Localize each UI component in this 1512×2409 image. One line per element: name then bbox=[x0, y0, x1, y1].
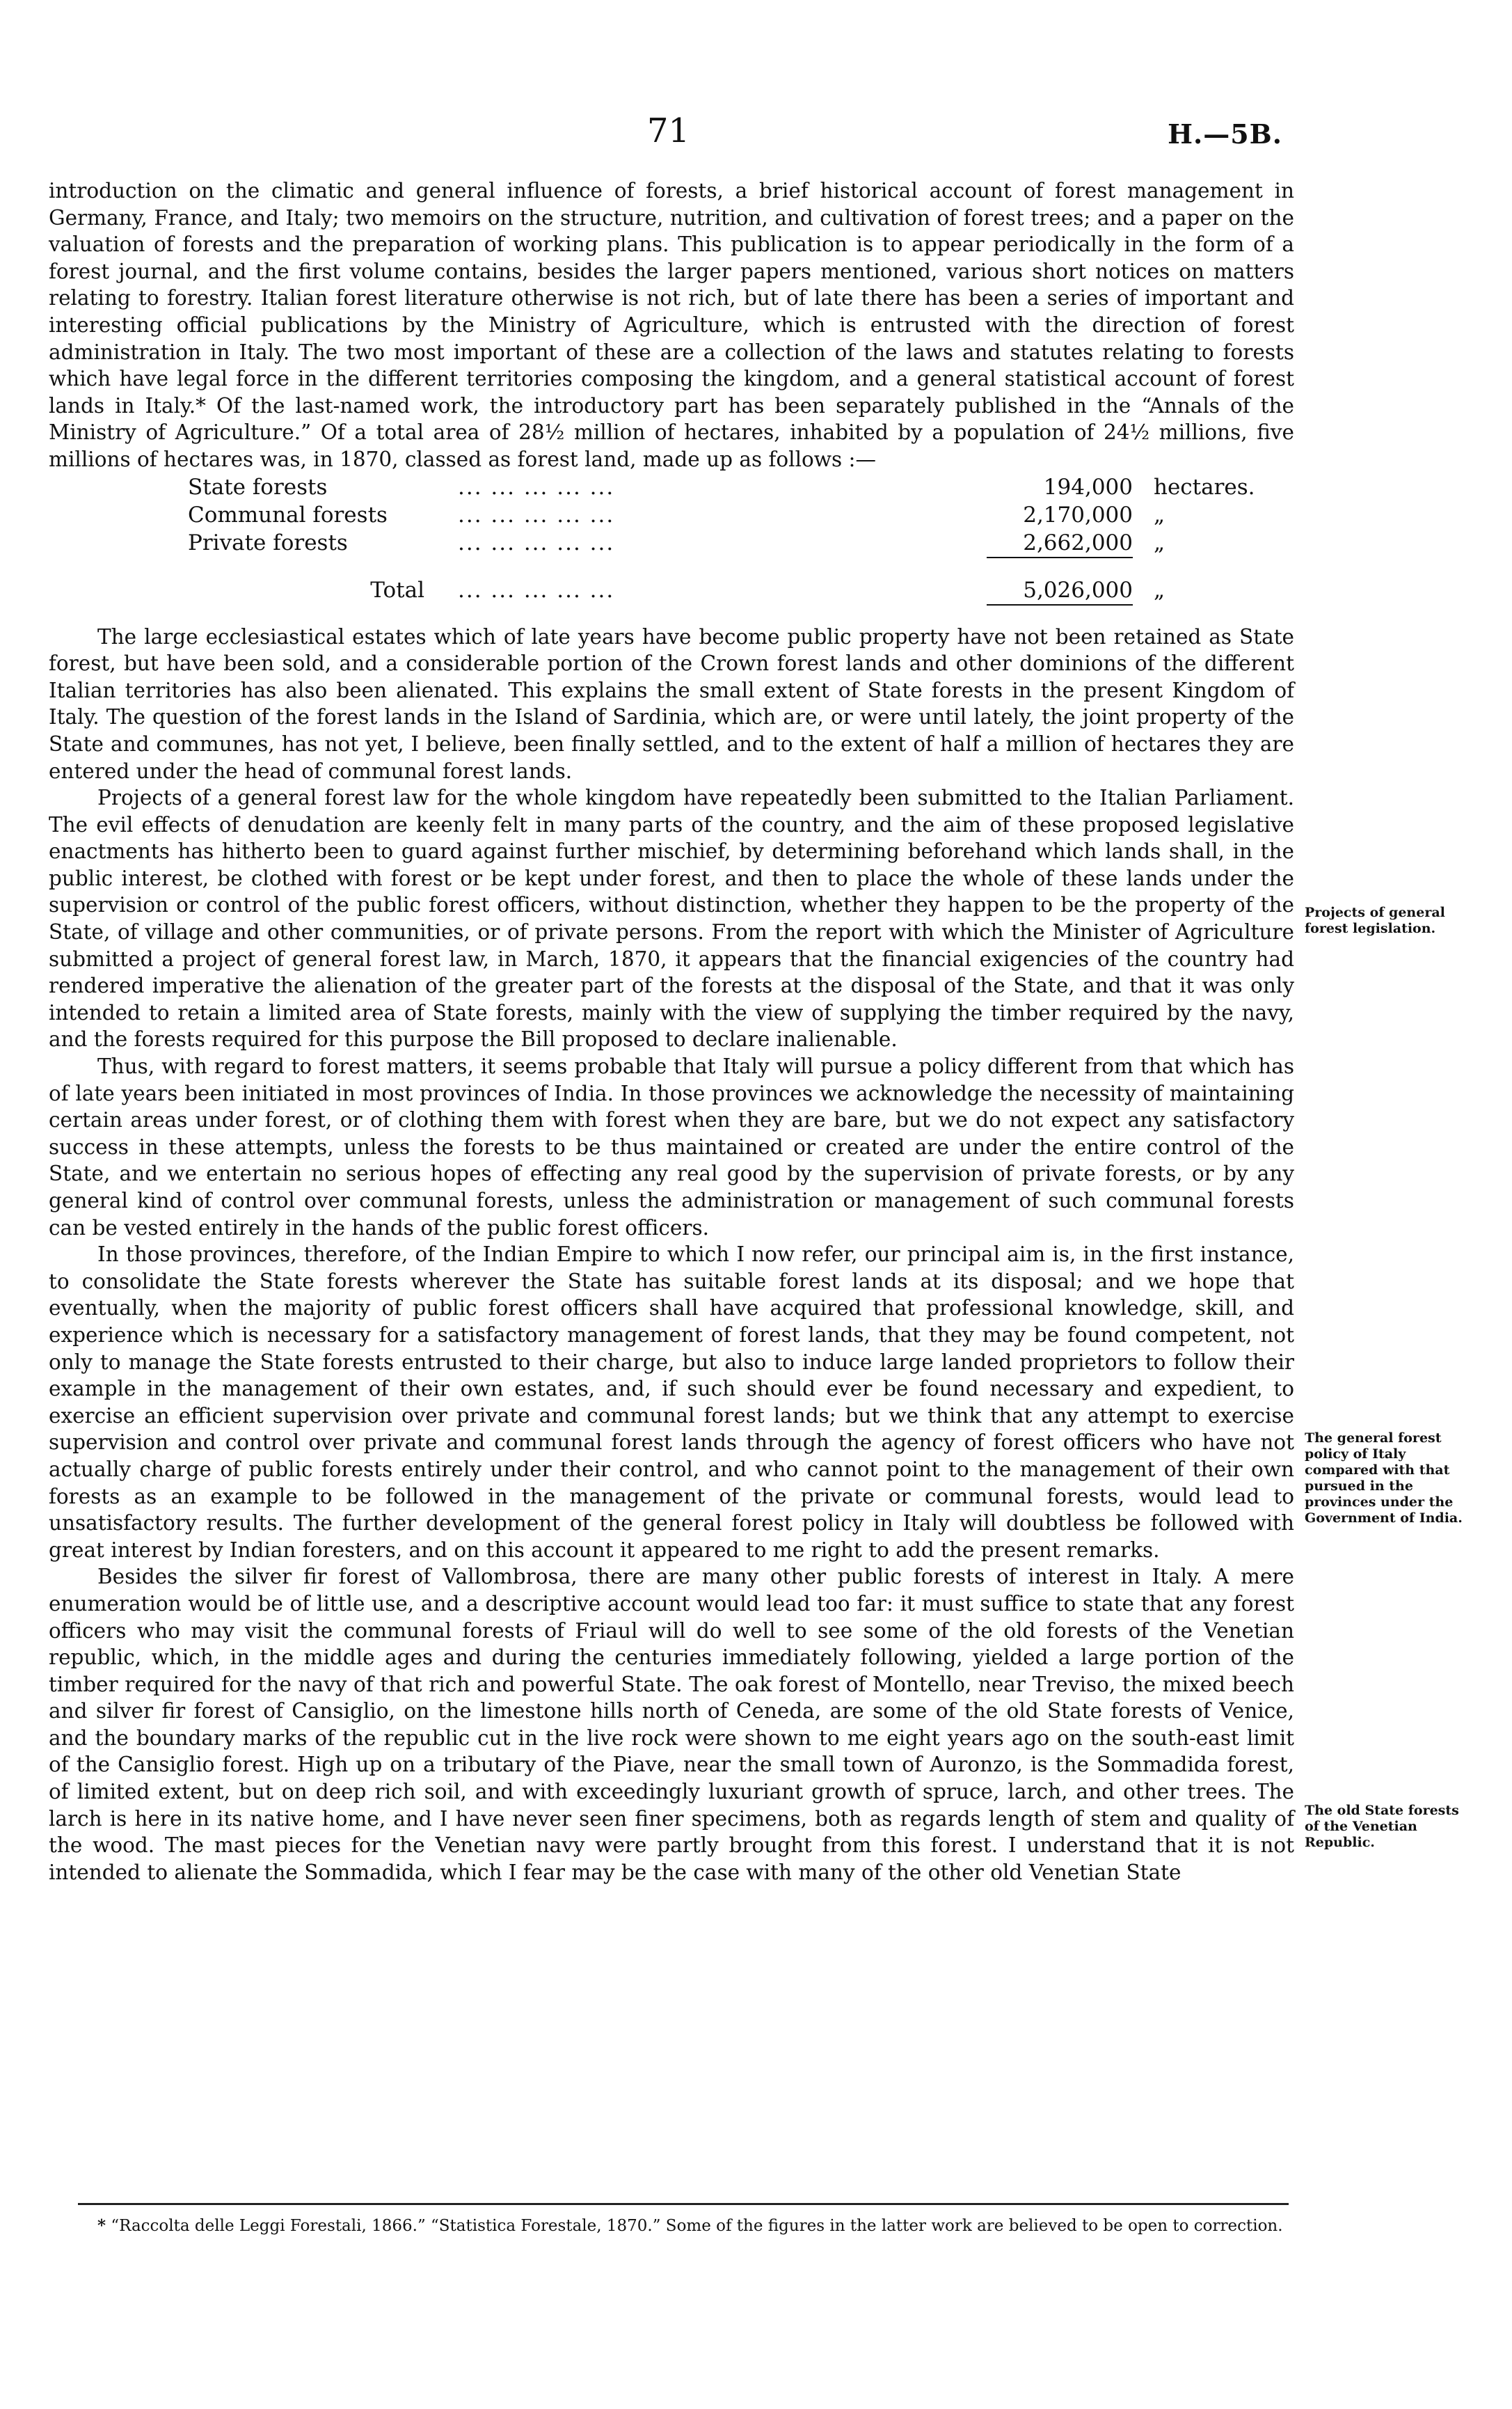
footnote bbox=[77, 2216, 1294, 2236]
leader-dots: ... ... ... ... ... bbox=[458, 502, 615, 528]
row-label: Private forests bbox=[188, 530, 348, 556]
forest-area-table bbox=[188, 473, 1255, 606]
sidenote-venetian: The old State forests of the Venetian Republic. bbox=[1305, 1803, 1459, 1850]
row-value: 2,170,000 bbox=[1023, 502, 1133, 528]
footnote-divider bbox=[78, 2203, 1289, 2205]
paragraph-intro: introduction on the climatic and general influence of forests, a brief historical account of forest management in Germany, France, and Italy; two memoirs on the structure, nutrition, and cultivation of forest trees; and a paper on the valuation of forests and the preparation of working plans. This publication is to appear periodically in the form of a forest journal, and the first volume contains, besides the larger papers mentioned, various short notices on matters relating to forestry. Italian forest literature otherwise is not rich, but of late there has been a series of important and interesting official publications by the Ministry of Agriculture, which is entrusted with the direction of forest administration in Italy. The two most important of these are a collection of the laws and statutes relating to forests which have legal force in the different territories composing the kingdom, and a general statistical account of forest lands in Italy.* Of the last-named work, the introductory part has been separately published in the “Annals of the Ministry of Agriculture.” Of a total area of 28½ million of hectares, inhabited by a population of 24½ millions, five millions of hectares was, in 1870, classed as forest land, made up as follows :— bbox=[49, 179, 1294, 471]
footnote-text: “Raccolta delle Leggi Forestali, 1866.” “Statistica Forestale, 1870.” Some of the figures in the latter work are believed to be open to correction. bbox=[111, 2217, 1283, 2235]
row-label: Communal forests bbox=[188, 502, 388, 528]
table-row bbox=[188, 501, 1255, 529]
total-unit: „ bbox=[1154, 578, 1165, 603]
paragraph-vallombrosa: Besides the silver fir forest of Vallombrosa, there are many other public forests of interest in Italy. A mere enumeration would be of little use, and a descriptive account would lead too far: it must suffice to state that any forest officers who may visit the communal forests of Friaul will do well to see some of the old forests of the Venetian republic, which, in the middle ages and during the centuries immediately following, yielded a large portion of the timber required for the navy of that rich and powerful State. The oak forest of Montello, near Treviso, the mixed beech and silver fir forest of Cansiglio, on the limestone hills north of Ceneda, are some of the old State forests of Venice, and the boundary marks of the republic cut in the live rock were shown to me eight years ago on the south-east limit of the Cansiglio forest. High up on a tributary of the Piave, near the small town of Auronzo, is the Sommadida forest, of limited extent, but on deep rich soil, and with exceedingly luxuriant growth of spruce, larch, and other trees. The larch is here in its native home, and I have never seen finer specimens, both as regards length of stem and quality of the wood. The mast pieces for the Venetian navy were partly brought from this forest. I understand that it is not intended to alienate the Sommadida, which I fear may be the case with many of the other old Venetian State bbox=[49, 1565, 1294, 1884]
table-row bbox=[188, 529, 1255, 558]
table-rule-row bbox=[188, 605, 1255, 606]
table-row bbox=[188, 473, 1255, 501]
paragraph-ecclesiastical: The large ecclesiastical estates which of late years have become public property have not been retained as State forest, but have been sold, and a considerable portion of the Crown forest lands and other dominions of the different Italian territories has also been alienated. This explains the small extent of State forests in the present Kingdom of Italy. The question of the forest lands in the Island of Sardinia, which are, or were until lately, the joint property of the State and communes, has not yet, I believe, been finally settled, and to the extent of half a million of hectares they are entered under the head of communal forest lands. bbox=[49, 624, 1294, 783]
document-reference: H.—5B. bbox=[1168, 118, 1282, 150]
paragraph-provinces: In those provinces, therefore, of the Indian Empire to which I now refer, our principal aim is, in the first instance, to consolidate the State forests wherever the State has suitable forest lands at its disposal; and we hope that eventually, when the majority of public forest officers shall have acquired that professional knowledge, skill, and experience which is necessary for a satisfactory management of forest lands, that they may be found competent, not only to manage the State forests entrusted to their charge, but also to induce large landed proprietors to follow their example in the management of their own estates, and, if such should ever be found necessary and expedient, to exercise an efficient supervision over private and communal forest lands; but we think that any attempt to exercise supervision and control over private and communal forest lands through the agency of forest officers who have not actually charge of public forests entirely under their control, and who cannot point to the management of their own forests as an example to be followed in the management of the private or communal forests, would lead to unsatisfactory results. The further development of the general forest policy in Italy will doubtless be followed with great interest by Indian foresters, and on this account it appeared to me right to add the present remarks. bbox=[49, 1242, 1294, 1562]
leader-dots: ... ... ... ... ... bbox=[458, 578, 615, 603]
sidenote-projects: Projects of general forest legislation. bbox=[1305, 905, 1445, 936]
page-number: 71 bbox=[647, 111, 690, 150]
total-label: Total bbox=[370, 578, 424, 603]
row-value: 2,662,000 bbox=[1023, 530, 1133, 555]
total-underline bbox=[987, 605, 1133, 606]
row-unit: „ bbox=[1154, 502, 1165, 528]
main-text bbox=[49, 177, 1294, 1886]
total-value: 5,026,000 bbox=[1023, 577, 1133, 603]
row-unit: hectares. bbox=[1154, 474, 1255, 500]
sidenote-general-policy: The general forest policy of Italy compared with that pursued in the provinces under the Government of India. bbox=[1305, 1430, 1463, 1526]
footnote-mark: * bbox=[97, 2216, 106, 2235]
row-label: State forests bbox=[188, 474, 328, 500]
paragraph-projects: Projects of a general forest law for the whole kingdom have repeatedly been submitted to the Italian Parliament. The evil effects of denudation are keenly felt in many parts of the country, and the aim of these proposed legislative enactments has hitherto been to guard against further mischief, by determining beforehand which lands shall, in the public interest, be clothed with forest or be kept under forest, and then to place the whole of these lands under the supervision or control of the public forest officers, without distinction, whether they happen to be the property of the State, of village and other communities, or of private persons. From the report with which the Minister of Agriculture submitted a project of general forest law, in March, 1870, it appears that the financial exigencies of the country had rendered imperative the alienation of the greater part of the forests at the disposal of the State, and that it was only intended to retain a limited area of State forests, mainly with the view of supplying the timber required by the navy, and the forests required for this purpose the Bill proposed to declare inalienable. bbox=[49, 786, 1294, 1052]
leader-dots: ... ... ... ... ... bbox=[458, 474, 615, 500]
table-total-row bbox=[188, 558, 1255, 605]
row-unit: „ bbox=[1154, 530, 1165, 556]
page-header bbox=[0, 104, 1512, 160]
row-value: 194,000 bbox=[1043, 474, 1133, 500]
leader-dots: ... ... ... ... ... bbox=[458, 530, 615, 556]
paragraph-policy: Thus, with regard to forest matters, it seems probable that Italy will pursue a policy different from that which has of late years been initiated in most provinces of India. In those provinces we acknowledge the necessity of maintaining certain areas under forest, or of clothing them with forest when they are bare, but we do not expect any satisfactory success in these attempts, unless the forests to be thus maintained or created are under the entire control of the State, and we entertain no serious hopes of effecting any real good by the supervision of private forests, or by any general kind of control over communal forests, unless the administration or management of such communal forests can be vested entirely in the hands of the public forest officers. bbox=[49, 1055, 1294, 1240]
